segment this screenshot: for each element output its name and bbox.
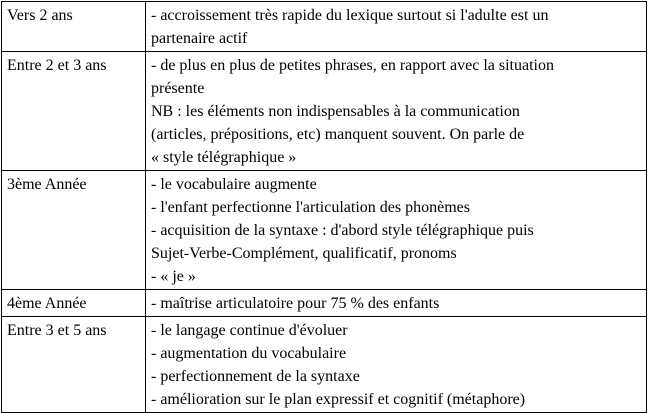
description-line: - maîtrise articulatoire pour 75 % des enfants xyxy=(151,295,440,312)
description-line: - le vocabulaire augmente xyxy=(151,176,317,193)
description-cell xyxy=(146,171,647,290)
table-row xyxy=(2,290,647,317)
description-cell xyxy=(146,2,647,52)
age-cell: 3ème Année xyxy=(2,171,146,290)
description-line: - amélioration sur le plan expressif et cognitif (métaphore) xyxy=(151,391,526,408)
table-row xyxy=(2,317,647,413)
description-line: - de plus en plus de petites phrases, en rapport avec la situation xyxy=(151,57,554,74)
description-line: - accroissement très rapide du lexique surtout si l'adulte est un xyxy=(151,7,549,24)
table-row xyxy=(2,2,647,52)
description-line: (articles, prépositions, etc) manquent souvent. On parle de xyxy=(151,126,525,143)
table-row xyxy=(2,171,647,290)
language-development-table xyxy=(1,1,647,413)
description-cell xyxy=(146,317,647,413)
age-cell: Entre 2 et 3 ans xyxy=(2,52,146,171)
description-line: NB : les éléments non indispensables à la communication xyxy=(151,103,520,120)
description-line: Sujet-Verbe-Complément, qualificatif, pronoms xyxy=(151,245,457,262)
description-cell xyxy=(146,290,647,317)
description-line: présente xyxy=(151,80,205,97)
description-line: - acquisition de la syntaxe : d'abord style télégraphique puis xyxy=(151,222,534,239)
age-cell: Vers 2 ans xyxy=(2,2,146,52)
description-line: - l'enfant perfectionne l'articulation des phonèmes xyxy=(151,199,470,216)
description-line: - augmentation du vocabulaire xyxy=(151,345,347,362)
table-row xyxy=(2,52,647,171)
age-cell: Entre 3 et 5 ans xyxy=(2,317,146,413)
description-line: - perfectionnement de la syntaxe xyxy=(151,368,360,385)
description-line: « style télégraphique » xyxy=(151,149,297,166)
description-line: - le langage continue d'évoluer xyxy=(151,322,348,339)
age-cell: 4ème Année xyxy=(2,290,146,317)
description-cell xyxy=(146,52,647,171)
description-line: - « je » xyxy=(151,268,196,285)
description-line: partenaire actif xyxy=(151,30,248,47)
